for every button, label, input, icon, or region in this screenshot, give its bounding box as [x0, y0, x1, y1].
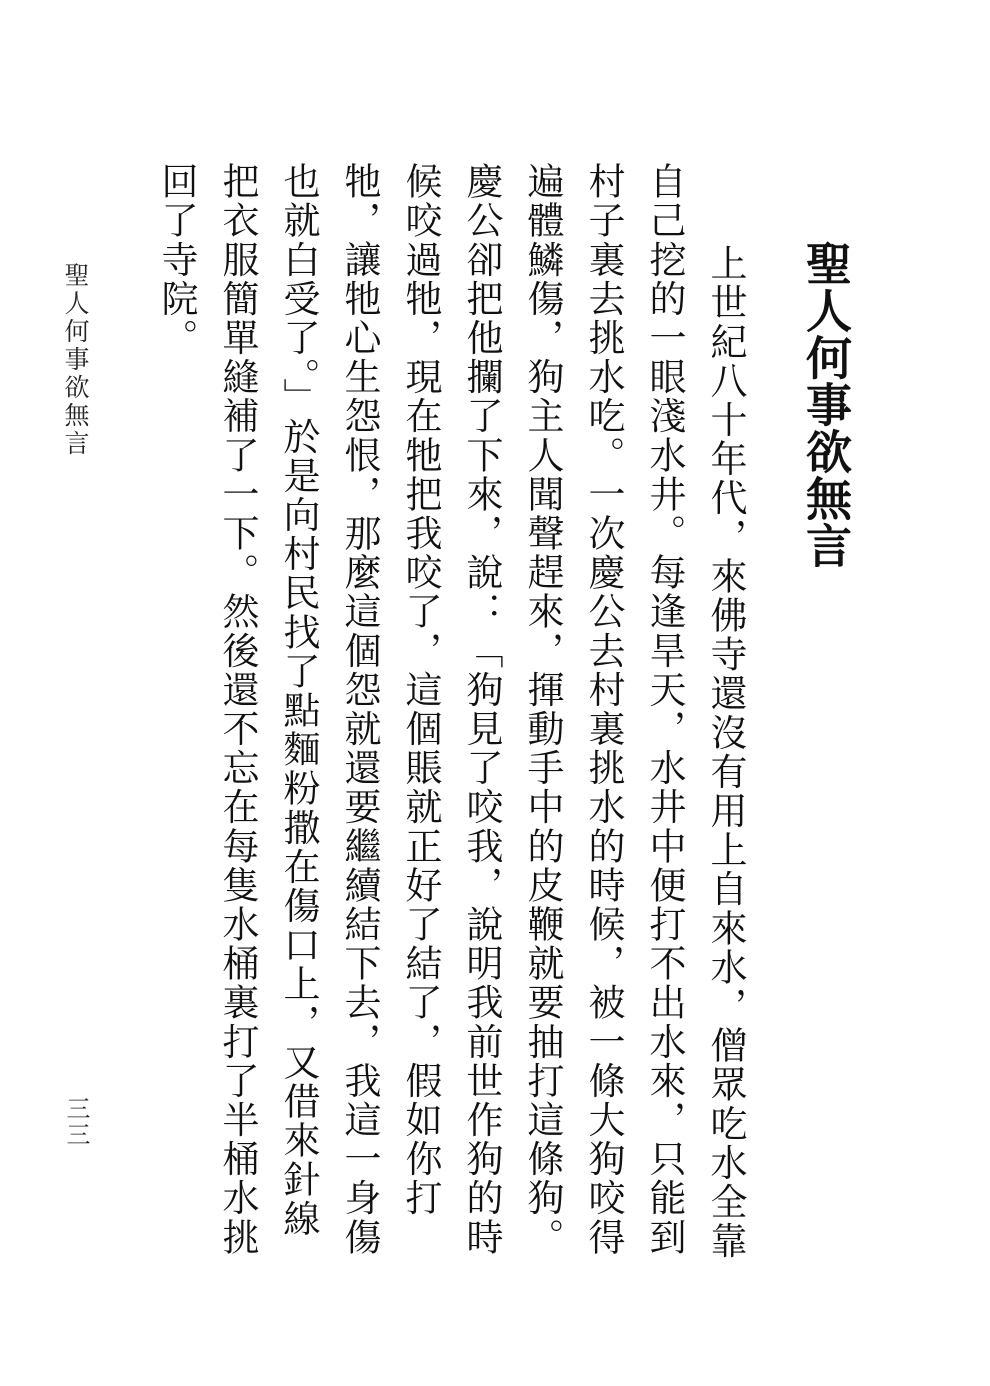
text-column: 也就白受了。」於是向村民找了點麵粉撒在傷口上，又借來針線	[277, 162, 320, 1239]
text-column: 遍體鱗傷，狗主人聞聲趕來，揮動手中的皮鞭就要抽打這條狗。	[521, 162, 564, 1257]
running-header: 聖人何事欲無言	[61, 262, 90, 458]
text-column: 回了寺院。	[155, 162, 198, 358]
text-column: 把衣服簡單縫補了一下。然後還不忘在每隻水桶裏打了半桶水挑	[216, 162, 259, 1257]
text-column: 村子裏去挑水吃。一次慶公去村裏挑水的時候，被一條大狗咬得	[582, 162, 625, 1257]
text-column: 牠，讓牠心生怨恨，那麼這個怨就還要繼續結下去，我這一身傷	[338, 162, 381, 1257]
text-column: 上世紀八十年代，來佛寺還沒有用上自來水，僧眾吃水全靠	[704, 244, 747, 1261]
article-title: 聖人何事欲無言	[799, 240, 853, 569]
text-column: 慶公卻把他攔了下來，說：「狗見了咬我，說明我前世作狗的時	[460, 162, 503, 1257]
text-column: 自己挖的一眼淺水井。每逢旱天，水井中便打不出水來，只能到	[643, 162, 686, 1257]
text-column: 候咬過牠，現在牠把我咬了，這個賬就正好了結了，假如你打	[399, 162, 442, 1218]
page-number: 三三	[62, 1096, 90, 1148]
